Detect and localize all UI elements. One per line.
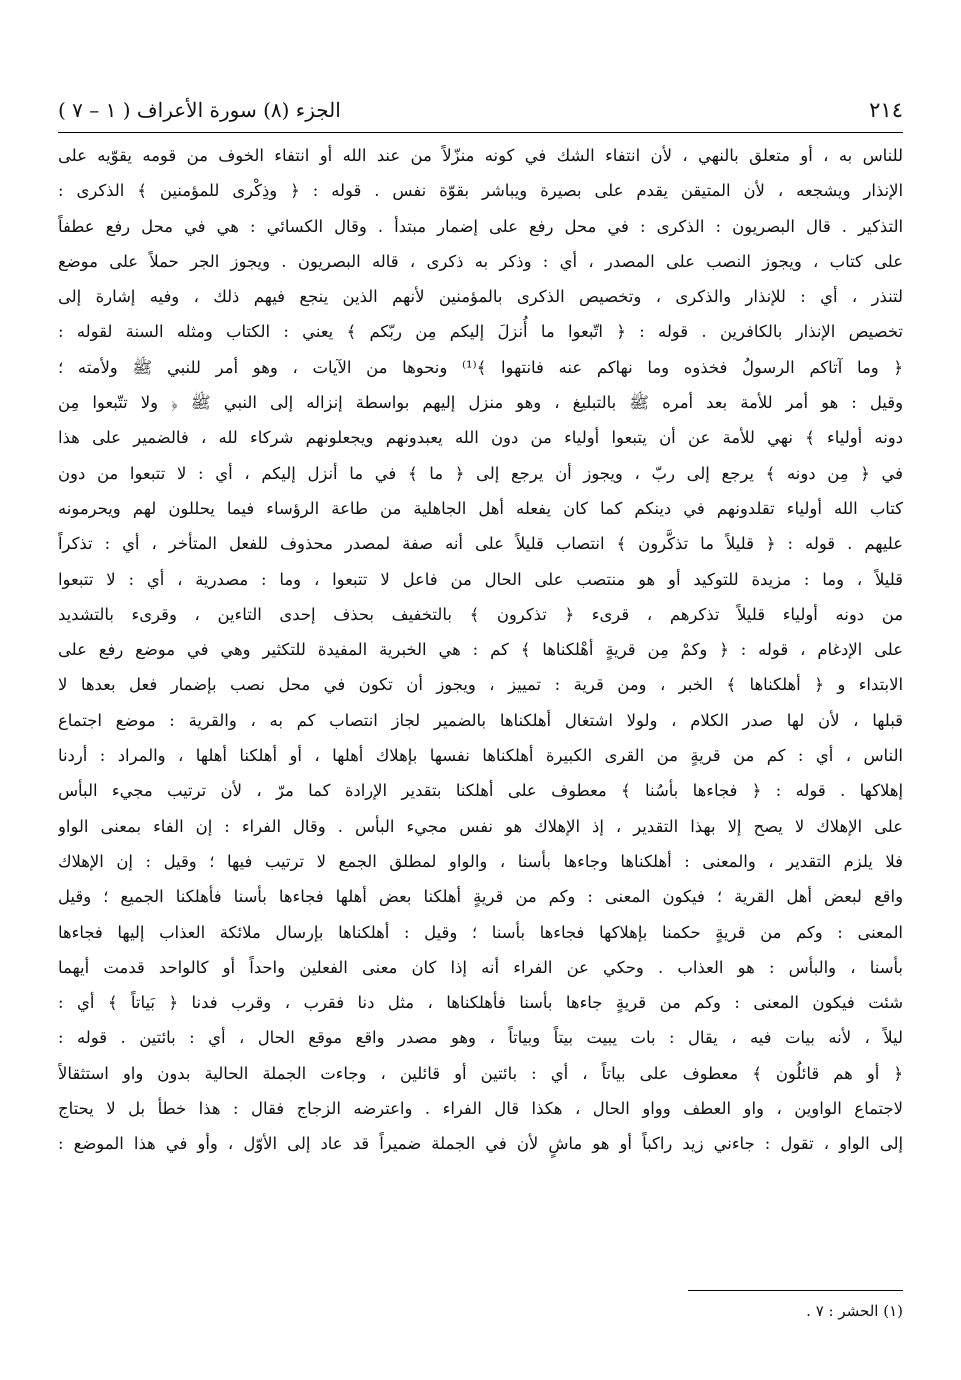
footnote: (١) الحشر : ٧ .	[806, 1302, 903, 1320]
text-line: قبلها ، لأن لها صدر الكلام ، ولولا اشتغال أهلكناها بالضمير لجاز انتصاب كم به ، والقرية : موضع اجتماع	[58, 710, 903, 730]
text-line: واقع لبعض أهل القرية ؛ فيكون المعنى : وكم من قريةٍ أهلكنا بعض أهلها فجاءها بأسنا فأهلكنا الجميع ؛ وقيل	[58, 887, 903, 907]
text-line: في ﴿ مِن دونه ﴾ يرجع إلى ربّ ، ويجوز أن يرجع إلى ﴿ ما ﴾ في ما أنزل إليكم ، أي : لا تتبعوا من دون	[58, 463, 903, 483]
text-line: على الإهلاك لا يصح إلا بهذا التقدير ، إذ الإهلاك هو نفس مجيء البأس . وقال الفراء : إن الفاء بمعنى الواو	[58, 816, 903, 836]
text-line: التذكير . قال البصريون : الذكرى : في محل رفع على إضمار مبتدأ . وقال الكسائي : هي في محل رفع عطفاً	[58, 216, 903, 236]
text-line: إلى الواو ، تقول : جاءني زيد راكباً أو هو ماشٍ لأن في الجملة ضميراً قد عاد إلى الأوّل ، وأو في هذا الموضع :	[58, 1134, 903, 1154]
text-line: ﴿ أو هم قائلُون ﴾ معطوف على بياتاً ، أي : بائتين أو قائلين ، وجاءت الجملة الحالية بدون واو استثقالاً	[58, 1063, 903, 1083]
text-line: لاجتماع الواوين ، واو العطف وواو الحال ، هكذا قال الفراء . واعترضه الزجاج فقال : هذا خطأ بل لا يحتاج	[58, 1099, 903, 1119]
text-line: الناس ، أي : كم من قريةٍ من القرى الكبيرة أهلكناها نفسها بإهلاك أهلها ، أو أهلكنا أهلها ، والمراد : أردنا	[58, 746, 903, 766]
text-line: تخصيص الإنذار بالكافرين . قوله : ﴿ اتّبعوا ما أُنزلَ إليكم مِن ربّكم ﴾ يعني : الكتاب ومثله السنة لقوله :	[58, 322, 903, 342]
footnote-divider	[688, 1290, 903, 1291]
text-line: ﴿ وما آتاكم الرسولُ فخذوه وما نهاكم عنه فانتهوا ﴾⁽¹⁾ ونحوها من الآيات ، وهو أمر للنبي ﷺ ولأمته ؛	[58, 357, 903, 377]
text-line: على الإدغام ، قوله : ﴿ وكمْ مِن قريةٍ أهْلكناها ﴾ كم : هي الخبرية المفيدة للتكثير وهي في موضع رفع على	[58, 640, 903, 660]
text-line: لتنذر ، أي : للإنذار والذكرى ، وتخصيص الذكرى بالمؤمنين لأنهم الذين ينجع فيهم ذلك ، وفيه إشارة إلى	[58, 287, 903, 307]
text-line: بأسنا ، والبأس : هو العذاب . وحكي عن الفراء أنه إذا كان معنى الفعلين واحداً أو كالواحد قدمت أيهما	[58, 957, 903, 977]
running-title: الجزء (٨) سورة الأعراف ( ١ – ٧ )	[58, 98, 341, 122]
text-line: الابتداء و ﴿ أهلكناها ﴾ الخبر ، ومن قرية : تمييز ، ويجوز أن تكون في محل نصب بإضمار فعل بعدها لا	[58, 675, 903, 695]
text-line: الإنذار ويشجعه ، لأن المتيقن يقدم على بصيرة ويباشر بقوّة نفس . قوله : ﴿ وذِكْرى للمؤمنين ﴾ الذكرى :	[58, 181, 903, 201]
text-line: من دونه أولياء قليلاً تذكرهم ، قرىء ﴿ تذكرون ﴾ بالتخفيف بحذف إحدى التاءين ، وقرىء بالتشديد	[58, 604, 903, 624]
text-line: للناس به ، أو متعلق بالنهي ، لأن انتفاء الشك في كونه منزّلاً من عند الله أو انتفاء الخوف من قومه يقوّيه على	[58, 146, 903, 165]
header-divider	[58, 132, 903, 133]
text-line: عليهم . قوله : ﴿ قليلاً ما تذكَّرون ﴾ انتصاب قليلاً على أنه صفة لمصدر محذوف للفعل المتأخر ، أي : تذكراً	[58, 534, 903, 554]
body-text	[58, 138, 903, 1162]
text-line: المعنى : وكم من قريةٍ حكمنا بإهلاكها فجاءها بأسنا ؛ وقيل : أهلكناها بإرسال ملائكة العذاب إليها فجاءها	[58, 922, 903, 942]
text-line: فلا يلزم التقدير ، والمعنى : أهلكناها وجاءها بأسنا ، والواو لمطلق الجمع لا ترتيب فيها ؛ وقيل : إن الإهلاك	[58, 851, 903, 871]
page-number: ٢١٤	[869, 98, 903, 122]
text-line: شئت فيكون المعنى : وكم من قريةٍ جاءها بأسنا فأهلكناها ، مثل دنا فقرب ، وقرب فدنا ﴿ بَياتاً ﴾ أي :	[58, 993, 903, 1013]
text-line: وقيل : هو أمر للأمة بعد أمره ﷺ بالتبليغ ، وهو منزل إليهم بواسطة إنزاله إلى النبي ﷺ ﴿ ولا تتّبعوا مِن	[58, 393, 903, 413]
text-line: إهلاكها . قوله : ﴿ فجاءها بأسُنا ﴾ معطوف على أهلكنا بتقدير الإرادة كما مرّ ، لأن ترتيب مجيء البأس	[58, 781, 903, 801]
page-header	[58, 96, 903, 130]
text-line: كتاب الله أولياء تقلدونهم في دينكم كما كان يفعله أهل الجاهلية من طاعة الرؤساء فيما يحللون لهم ويحرمونه	[58, 498, 903, 518]
text-line: على كتاب ، ويجوز النصب على المصدر ، أي : وذكر به ذكرى ، قاله البصريون . ويجوز الجر حملاً على موضع	[58, 251, 903, 271]
text-line: دونه أولياء ﴾ نهي للأمة عن أن يتبعوا أولياء من دون الله يعبدونهم ويجعلونهم شركاء لله ، فالضمير على هذا	[58, 428, 903, 448]
text-line: قليلاً ، وما : مزيدة للتوكيد أو هو منتصب على الحال من فاعل لا تتبعوا ، وما : مصدرية ، أي : لا تتبعوا	[58, 569, 903, 589]
text-line: ليلاً ، لأنه بيات فيه ، يقال : بات يبيت بيتاً وبياتاً ، وهو مصدر واقع موقع الحال ، أي : بائتين . قوله :	[58, 1028, 903, 1048]
